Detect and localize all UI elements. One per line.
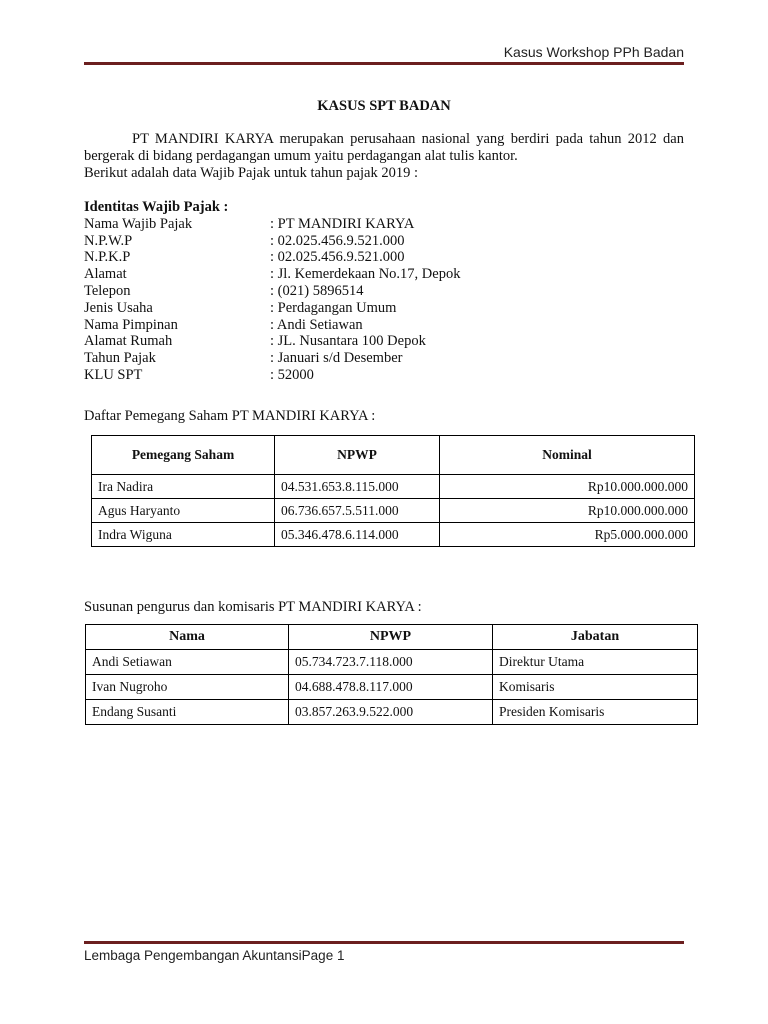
identity-value: : 02.025.456.9.521.000	[270, 233, 405, 250]
identity-value: : 02.025.456.9.521.000	[270, 249, 405, 266]
identity-row	[84, 249, 684, 266]
identity-value: : 52000	[270, 367, 314, 384]
column-header: Pemegang Saham	[92, 436, 275, 475]
table-cell: Presiden Komisaris	[493, 700, 698, 725]
table-cell: Komisaris	[493, 675, 698, 700]
table-cell: Direktur Utama	[493, 650, 698, 675]
identity-row	[84, 317, 684, 334]
identity-row	[84, 233, 684, 250]
table-cell: 05.346.478.6.114.000	[275, 523, 440, 547]
table-cell: 04.531.653.8.115.000	[275, 475, 440, 499]
identity-label: Jenis Usaha	[84, 299, 153, 316]
header-rule	[84, 62, 684, 65]
column-header: Nominal	[440, 436, 695, 475]
intro-followup: Berikut adalah data Wajib Pajak untuk tahun pajak 2019 :	[84, 165, 418, 181]
intro-text: PT MANDIRI KARYA merupakan perusahaan nasional yang berdiri pada tahun 2012 dan bergerak di bidang perdagangan umum yaitu perdagangan alat tulis kantor.	[84, 131, 684, 164]
identity-label: Nama Wajib Pajak	[84, 215, 193, 232]
table-cell: Endang Susanti	[86, 700, 289, 725]
identity-value: : Andi Setiawan	[270, 317, 363, 334]
identity-label: Alamat Rumah	[84, 333, 173, 350]
identity-row	[84, 266, 684, 283]
table-row	[86, 700, 698, 725]
identity-value: : PT MANDIRI KARYA	[270, 216, 414, 233]
column-header: Jabatan	[493, 625, 698, 650]
footer-rule	[84, 941, 684, 944]
identity-row	[84, 333, 684, 350]
column-header: NPWP	[275, 436, 440, 475]
shareholders-caption: Daftar Pemegang Saham PT MANDIRI KARYA :	[84, 408, 376, 424]
page-footer: Lembaga Pengembangan AkuntansiPage 1	[84, 948, 345, 963]
table-cell: Ira Nadira	[92, 475, 275, 499]
column-header: Nama	[86, 625, 289, 650]
identity-heading: Identitas Wajib Pajak :	[84, 199, 229, 215]
identity-label: KLU SPT	[84, 366, 143, 383]
table-row	[92, 475, 695, 499]
identity-label: N.P.W.P	[84, 232, 133, 249]
management-table	[85, 624, 698, 725]
table-row	[92, 523, 695, 547]
page-header: Kasus Workshop PPh Badan	[503, 44, 684, 60]
table-cell: 05.734.723.7.118.000	[289, 650, 493, 675]
identity-label: Alamat	[84, 266, 127, 283]
table-header-row	[86, 625, 698, 650]
identity-value: : Perdagangan Umum	[270, 300, 396, 317]
table-row	[92, 499, 695, 523]
table-cell: 03.857.263.9.522.000	[289, 700, 493, 725]
table-cell: Agus Haryanto	[92, 499, 275, 523]
identity-section	[84, 199, 684, 384]
identity-value: : (021) 5896514	[270, 283, 363, 300]
table-cell: Ivan Nugroho	[86, 675, 289, 700]
table-row	[86, 675, 698, 700]
shareholders-table	[91, 435, 695, 547]
table-cell: Andi Setiawan	[86, 650, 289, 675]
identity-label: N.P.K.P	[84, 249, 131, 266]
table-cell: Rp5.000.000.000	[440, 523, 695, 547]
identity-row	[84, 350, 684, 367]
identity-row	[84, 216, 684, 233]
identity-value: : Jl. Kemerdekaan No.17, Depok	[270, 266, 460, 283]
identity-row	[84, 283, 684, 300]
identity-label: Tahun Pajak	[84, 350, 156, 367]
identity-label: Nama Pimpinan	[84, 316, 178, 333]
table-cell: Rp10.000.000.000	[440, 499, 695, 523]
table-row	[86, 650, 698, 675]
table-cell: 06.736.657.5.511.000	[275, 499, 440, 523]
table-cell: Rp10.000.000.000	[440, 475, 695, 499]
identity-value: : Januari s/d Desember	[270, 350, 402, 367]
table-cell: Indra Wiguna	[92, 523, 275, 547]
identity-label: Telepon	[84, 282, 131, 299]
intro-paragraph	[84, 131, 684, 182]
table-header-row	[92, 436, 695, 475]
column-header: NPWP	[289, 625, 493, 650]
identity-row	[84, 300, 684, 317]
document-title: KASUS SPT BADAN	[317, 98, 451, 114]
identity-value: : JL. Nusantara 100 Depok	[270, 333, 426, 350]
table-cell: 04.688.478.8.117.000	[289, 675, 493, 700]
management-caption: Susunan pengurus dan komisaris PT MANDIRI KARYA :	[84, 599, 422, 615]
identity-row	[84, 367, 684, 384]
